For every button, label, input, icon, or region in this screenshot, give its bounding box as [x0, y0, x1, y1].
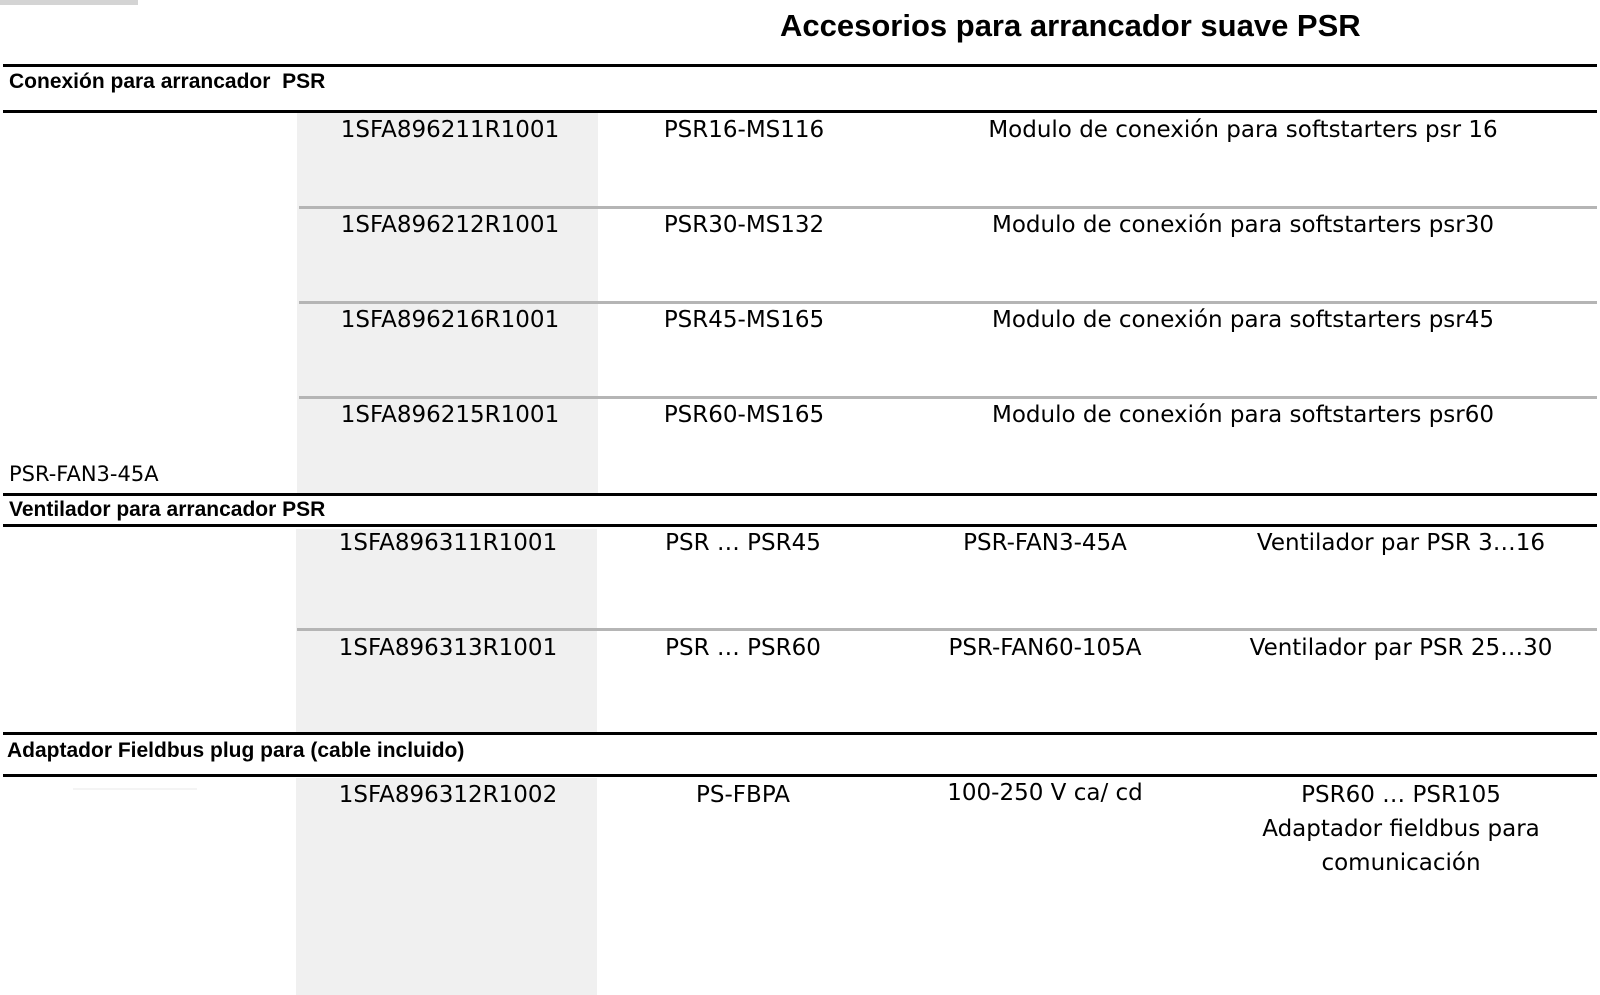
product-range: PSR … PSR60 [665, 635, 821, 661]
order-code: 1SFA896313R1001 [338, 635, 558, 661]
product-type: PSR16-MS116 [663, 117, 825, 143]
image-caption: PSR-FAN3-45A [9, 462, 159, 486]
order-code: 1SFA896212R1001 [340, 212, 560, 238]
section-rule [3, 732, 1597, 735]
product-type: PSR-FAN3-45A [963, 530, 1127, 556]
product-description: Modulo de conexión para softstarters psr 16 [988, 117, 1498, 143]
product-voltage: 100-250 V ca/ cd [947, 780, 1143, 806]
description-line: PSR60 … PSR105 [1301, 782, 1501, 808]
section-rule [3, 64, 1597, 67]
page-corner-mark [0, 0, 138, 5]
product-type: PSR-FAN60-105A [948, 635, 1142, 661]
section-heading-ventilador: Ventilador para arrancador PSR [9, 498, 326, 521]
order-code: 1SFA896211R1001 [340, 117, 560, 143]
row-divider [299, 206, 1597, 209]
product-description: Ventilador par PSR 25…30 [1249, 635, 1553, 661]
section-rule [3, 524, 1597, 527]
page-title: Accesorios para arrancador suave PSR [780, 8, 1361, 43]
order-code: 1SFA896311R1001 [338, 530, 558, 556]
product-range: PSR … PSR45 [665, 530, 821, 556]
image-placeholder-mark [73, 788, 197, 790]
description-line: comunicación [1321, 850, 1481, 876]
product-type: PS-FBPA [696, 782, 790, 808]
row-divider [297, 628, 1597, 631]
section-heading-fieldbus: Adaptador Fieldbus plug para (cable incluido) [7, 739, 465, 762]
product-description: Modulo de conexión para softstarters psr45 [991, 307, 1495, 333]
row-divider [299, 301, 1597, 304]
product-type: PSR30-MS132 [663, 212, 825, 238]
section-heading-conexion: Conexión para arrancador PSR [9, 70, 326, 93]
order-code: 1SFA896216R1001 [340, 307, 560, 333]
section-rule [3, 493, 1597, 496]
product-description [1262, 778, 1540, 880]
product-type: PSR60-MS165 [663, 402, 825, 428]
section-rule [3, 774, 1597, 777]
code-column-band [296, 778, 597, 995]
product-type: PSR45-MS165 [663, 307, 825, 333]
section-rule [3, 110, 1597, 113]
product-description: Modulo de conexión para softstarters psr30 [991, 212, 1495, 238]
order-code: 1SFA896215R1001 [340, 402, 560, 428]
product-description: Ventilador par PSR 3…16 [1256, 530, 1546, 556]
product-description: Modulo de conexión para softstarters psr60 [991, 402, 1495, 428]
order-code: 1SFA896312R1002 [338, 782, 558, 808]
row-divider [299, 396, 1597, 399]
description-line: Adaptador fieldbus para [1262, 816, 1540, 842]
